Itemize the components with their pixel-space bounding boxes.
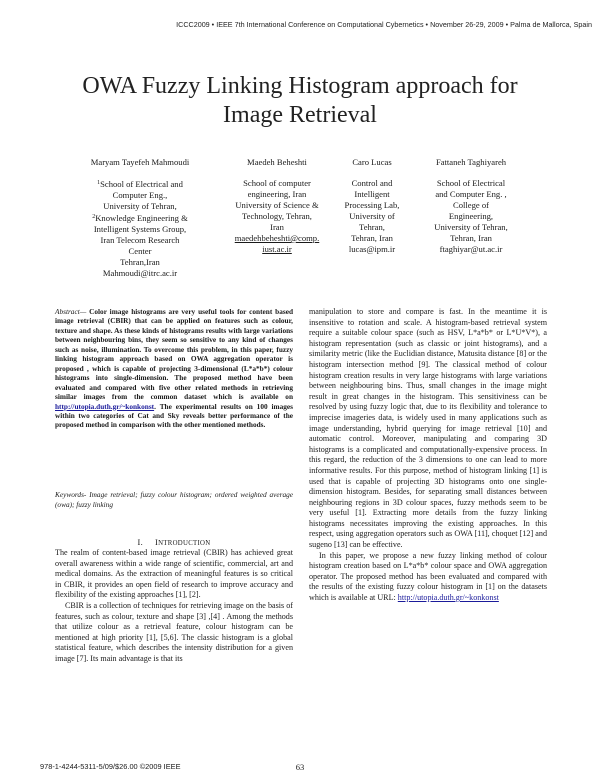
author-email: lucas@ipm.ir [348, 244, 396, 254]
author-affiliation: $^1$School of Electrical and [97, 179, 183, 189]
author-block-4 [418, 157, 524, 255]
abstract [55, 307, 293, 430]
author-affiliation: Tehran, Iran [351, 233, 393, 243]
author-affiliation: and Computer Eng. , [435, 189, 507, 199]
author-affiliation: Control and [351, 178, 393, 188]
right-column-text [309, 307, 547, 604]
author-affiliation: Processing Lab, [344, 200, 400, 210]
author-name: Maryam Tayefeh Mahmoudi [90, 157, 190, 167]
paragraph: CBIR is a collection of techniques for retrieving image on the basis of features, such as colour, texture and shape [3] ,[4] . Among the methods that utilize colour as a retrieval feature, colour histogram can be mentioned at high priority [1], [5,6]. The classic histogram is a global statistical feature, which describes the intensity distribution for a given image [7]. Its main advantage is that its [55, 600, 293, 663]
title-line-2: Image Retrieval [223, 102, 377, 128]
footer-isbn: 978-1-4244-5311-5/09/$26.00 ©2009 IEEE [40, 762, 181, 771]
author-affiliation: Intelligent [354, 189, 390, 199]
author-email: Mahmoudi@itrc.ac.ir [102, 268, 178, 278]
author-block-2 [218, 157, 336, 255]
author-affiliation: College of [452, 200, 490, 210]
author-name: Fattaneh Taghiyareh [435, 157, 507, 167]
author-affiliation: Tehran, [359, 222, 385, 232]
author-affiliation: $^2$Knowledge Engineering & [92, 213, 188, 223]
author-affiliation: University of Tehran, [103, 201, 177, 211]
abstract-lead: Abstract— [55, 307, 87, 316]
title-line-1: OWA Fuzzy Linking Histogram approach for [82, 73, 518, 99]
author-affiliation: Engineering, [448, 211, 494, 221]
author-affiliation: Iran Telecom Research [100, 235, 180, 245]
author-block-3 [336, 157, 408, 255]
section-heading-introduction: I. INTRODUCTION [137, 538, 211, 547]
author-affiliation: Computer Eng., [112, 190, 168, 200]
author-affiliation: Intelligent Systems Group, [93, 224, 187, 234]
author-affiliation: School of Electrical [436, 178, 506, 188]
conference-header: ICCC2009 • IEEE 7th International Conference on Computational Cybernetics • November 26-29, 2009 • Palma de Mallorca, Spain [176, 20, 592, 29]
author-affiliation: Technology, Tehran, [242, 211, 312, 221]
keywords: Keywords- Image retrieval; fuzzy colour histogram; ordered weighted average (owa); fuzzy linking [55, 490, 293, 509]
author-block-1 [72, 157, 208, 279]
author-name: Maedeh Beheshti [247, 157, 307, 167]
paper-title [60, 72, 540, 130]
author-affiliation: Tehran, Iran [450, 233, 492, 243]
paragraph: In this paper, we propose a new fuzzy linking method of colour histogram creation based on L*a*b* colour space and OWA aggregation operator. The proposed method has been evaluated and compared with the results of the existing fuzzy colour histogram in [1] on the datasets which is available at URL: http://utopia.duth.gr/~konkonst [309, 550, 547, 603]
author-affiliation: University of Tehran, [434, 222, 508, 232]
dataset-link[interactable]: http://utopia.duth.gr/~konkonst [55, 401, 155, 411]
author-affiliation: Iran [270, 222, 284, 232]
author-affiliation: Tehran,Iran [120, 257, 160, 267]
introduction-text [55, 548, 293, 665]
author-email-link[interactable]: maedehbeheshti@comp. [234, 233, 320, 243]
dataset-link[interactable]: http://utopia.duth.gr/~konkonst [397, 593, 499, 603]
author-name: Caro Lucas [352, 157, 392, 167]
author-affiliation: engineering, Iran [247, 189, 307, 199]
author-affiliation: University of [349, 211, 395, 221]
author-affiliation: School of computer [243, 178, 311, 188]
author-email-link[interactable]: iust.ac.ir [262, 244, 292, 254]
abstract-tail: . The experimental results on 100 images within two categories of Cat and Sky reveals better performance of the proposed method in comparison with the other mentioned methods. [55, 401, 293, 430]
paragraph: manipulation to store and compare is fast. In the meantime it is insensitive to rotation and scale. A histogram-based retrieval system require a suitable colour space (such as HSV, L*a*b* or L*U*V*), a histogram representation (such as classic or joint histograms), and a similarity metric (like the Euclidian distance, Matusita distance [8] or the histogram intersection method [9]. The classical method of colour histogram creation results in very large histograms with large variations between neighbouring bins. Thus, small changes in the image might result in great changes in the histogram. This sensitiviness can be resolved by using fuzzy logic that, due to its flexibility and tolerance to imprecise imageries data, is widely used in many applications such as image understanding, hybrid querying for image retrieval [10] and automatic control. Moreover, manipulating and comparing 3D histograms is a complicated and computationally-expensive process. In this regard, the reduction of the 3 dimensions to one can lead to more informative results. For this purpose, method of histogram linking [1] is used that is capable of projecting 3D histograms onto one single-dimension histogram. Besides, for separating small distances between neighbouring regions in 3D colour spaces, fuzzy methods seem to be very useful [1]. Extracting more details from the fuzzy linking histograms necessitates improving the existing approaches. In this respect, using aggregation operators such as OWA [11], choquet [12] and sugeno [13] can be effective. [309, 307, 547, 550]
paragraph: The realm of content-based image retrieval (CBIR) has achieved great overall awareness within a wide range of scientific, commercial, art and medical domains. As the extraction of meaningful features is so critical in CBIR, it provides an open field of research to improve accuracy and flexibility of the existing approaches [1], [2]. [55, 548, 293, 600]
author-affiliation: University of Science & [235, 200, 319, 210]
author-email: ftaghiyar@ut.ac.ir [439, 244, 503, 254]
author-affiliation: Center [128, 246, 152, 256]
page-number: 63 [295, 762, 305, 772]
abstract-body: Color image histograms are very useful tools for content based image retrieval (CBIR) that can be applied on features such as colour, texture and shape. As these kinds of histograms results with large variations between neighbouring bins, they seem so sensitive to any kind of changes such as noise, illumination. To overcome this problem, in this paper, fuzzy linking histogram approach based on OWA aggregation operator is proposed , which is capable of projecting 3-dimensional (L*a*b*) colour histograms into single-dimension. The proposed method have been evaluated and compared with five other related methods in retrieving similar images from the common dataset which is available on [55, 307, 293, 402]
